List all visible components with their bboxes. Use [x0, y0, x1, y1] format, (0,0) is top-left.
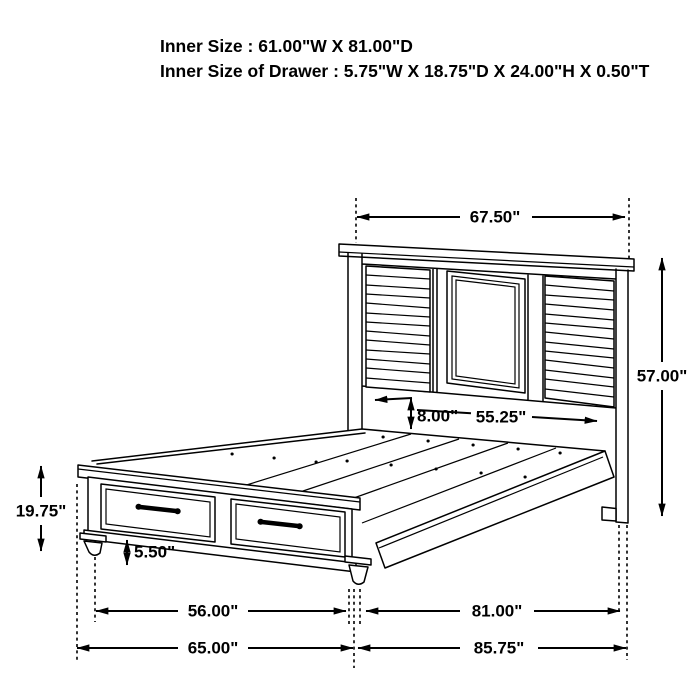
inner-size-text: Inner Size : 61.00"W X 81.00"D [160, 36, 413, 56]
dim-side-rail-length [366, 602, 620, 621]
bed-drawing [78, 244, 634, 584]
dim-overall-width [77, 639, 353, 658]
dim-label-side-rail-length: 81.00" [471, 601, 523, 621]
dim-label-footboard-height: 19.75" [15, 501, 67, 521]
dim-footboard-height [16, 466, 67, 551]
dim-label-headboard-inner-width: 55.25" [475, 407, 527, 427]
dim-label-overall-height: 57.00" [636, 366, 688, 386]
dim-drawer-clearance-height [127, 540, 175, 565]
dim-overall-height [637, 258, 688, 516]
dim-headboard-width [357, 208, 625, 227]
dim-label-footrail-height: 8.00" [417, 406, 459, 426]
inner-drawer-size-text: Inner Size of Drawer : 5.75"W X 18.75"D X 24.00"H X 0.50"T [160, 61, 650, 81]
front-foot-body [349, 565, 368, 584]
dim-label-overall-length: 85.75" [473, 638, 525, 658]
side-rail-bracket-foot [602, 507, 616, 521]
left-foot-body [84, 541, 102, 555]
headboard-left-louver-panel [366, 266, 430, 392]
headboard-center-panel [447, 271, 525, 393]
dim-label-footboard-width: 56.00" [187, 601, 239, 621]
dim-label-drawer-clearance: 5.50" [134, 542, 176, 562]
dim-label-headboard-width: 67.50" [469, 207, 521, 227]
dim-footboard-width [96, 602, 346, 621]
dim-label-overall-width: 65.00" [187, 638, 239, 658]
dim-overall-length [358, 639, 626, 658]
